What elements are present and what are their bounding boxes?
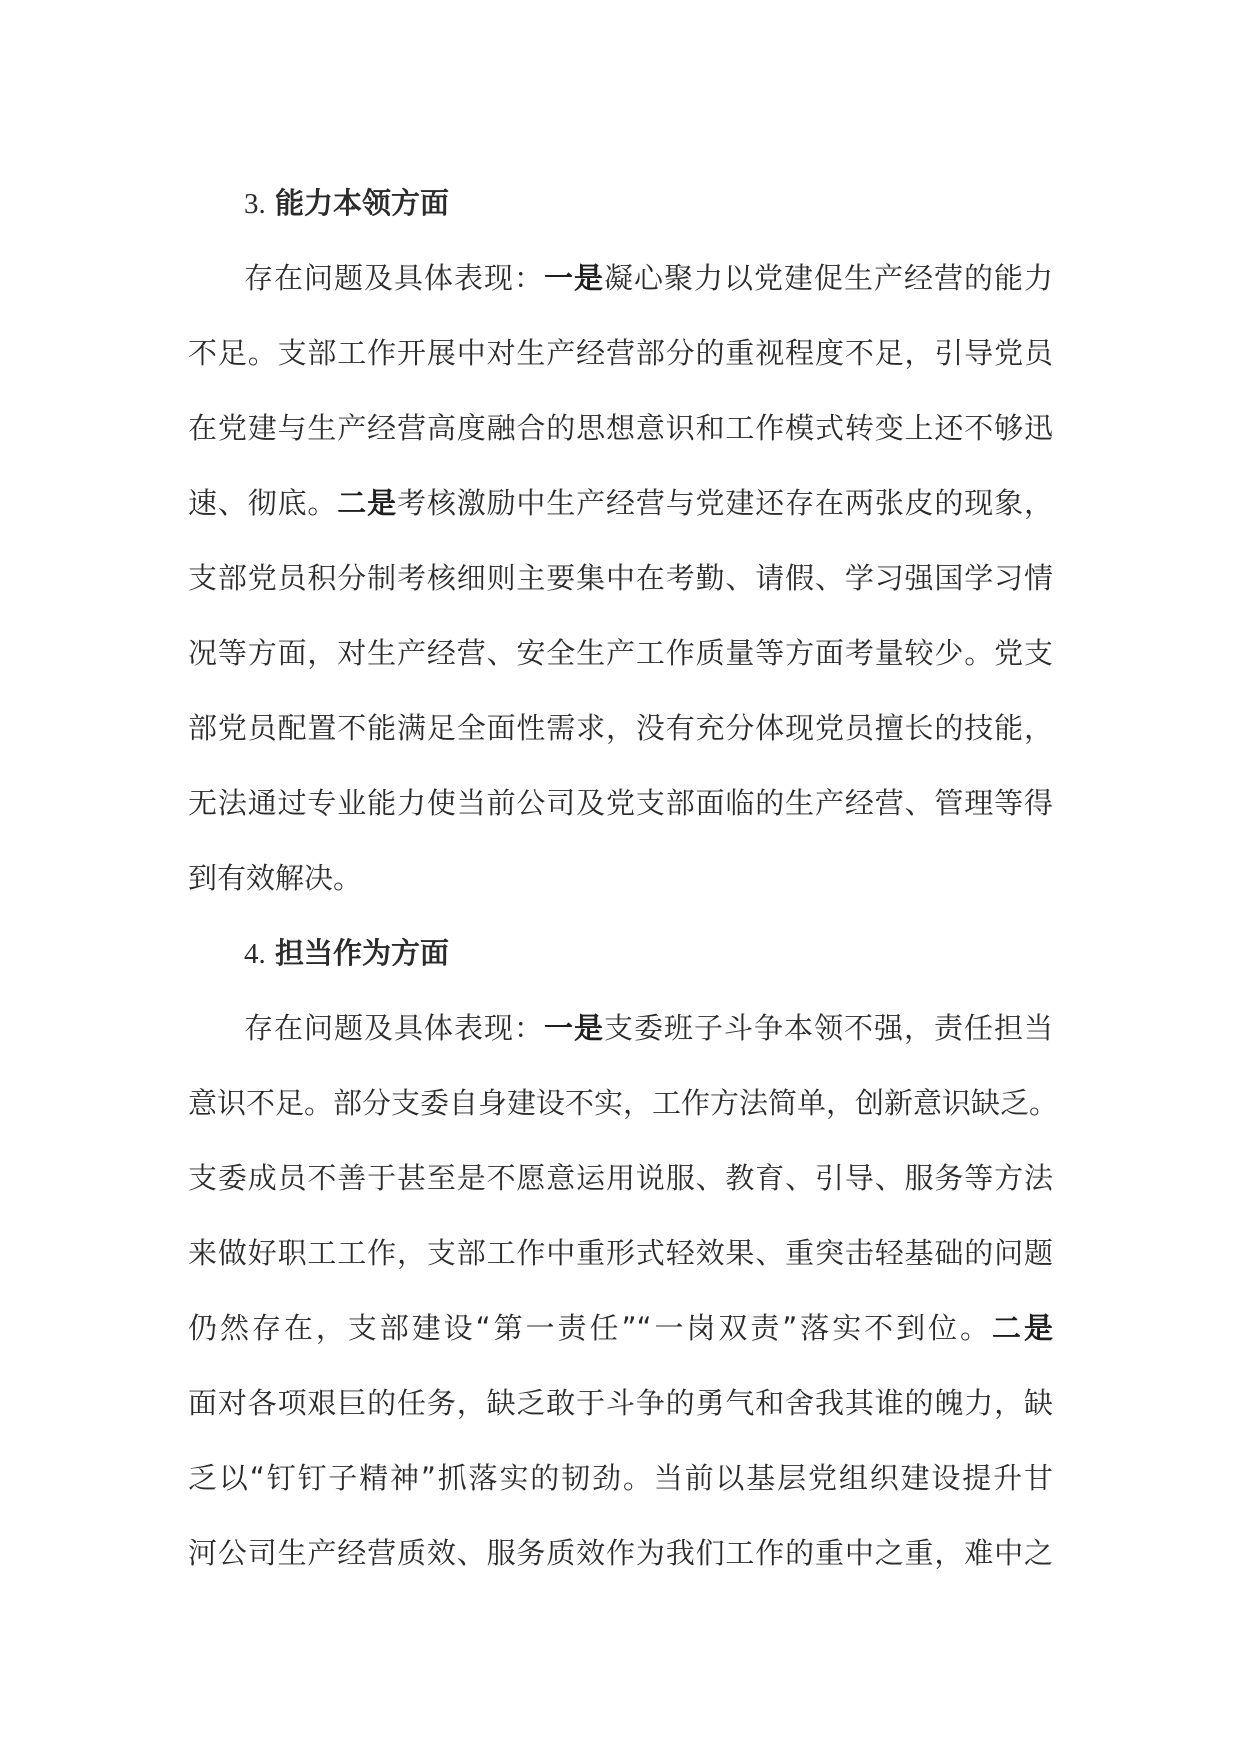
emphasis-text: 二是 — [337, 486, 397, 520]
body-text: 在党建与生产经营高度融合的思想意识和工作模式转变上还不够迅 — [188, 411, 1053, 445]
paragraph-line — [188, 391, 1053, 466]
body-text: 支委成员不善于甚至是不愿意运用说服、教育、引导、服务等方法 — [188, 1161, 1053, 1195]
body-text: 凝心聚力以党建促生产经营的能力 — [603, 261, 1053, 295]
section-heading — [188, 166, 1053, 241]
paragraph-line — [188, 1291, 1053, 1366]
paragraph-line — [188, 1516, 1053, 1591]
body-text: 来做好职工工作，支部工作中重形式轻效果、重突击轻基础的问题 — [188, 1236, 1053, 1270]
paragraph-line — [188, 1441, 1053, 1516]
body-text: 面对各项艰巨的任务，缺乏敢于斗争的勇气和舍我其谁的魄力，缺 — [188, 1386, 1053, 1420]
paragraph-line — [188, 316, 1053, 391]
paragraph-line — [188, 1366, 1053, 1441]
paragraph-line — [188, 766, 1053, 841]
paragraph-line — [188, 241, 1053, 316]
section-number: 3. — [244, 188, 266, 220]
emphasis-text: 二是 — [992, 1311, 1053, 1345]
body-text: 部党员配置不能满足全面性需求，没有充分体现党员擅长的技能， — [188, 711, 1053, 745]
body-text: 况等方面，对生产经营、安全生产工作质量等方面考量较少。党支 — [188, 636, 1053, 670]
body-text: 存在问题及具体表现： — [244, 1011, 544, 1045]
body-text: 意识不足。部分支委自身建设不实，工作方法简单，创新意识缺乏。 — [188, 1086, 1059, 1120]
paragraph-line — [188, 991, 1053, 1066]
body-text: 支委班子斗争本领不强，责任担当 — [603, 1011, 1053, 1045]
emphasis-text: 一是 — [543, 261, 604, 295]
body-text: 速、彻底。 — [188, 486, 338, 520]
body-text: 考核激励中生产经营与党建还存在两张皮的现象， — [397, 486, 1053, 520]
paragraph-line — [188, 1141, 1053, 1216]
paragraph-line — [188, 466, 1053, 541]
body-text: 到有效解决。 — [188, 861, 363, 895]
emphasis-text: 一是 — [543, 1011, 604, 1045]
section-number: 4. — [244, 938, 266, 970]
section-title: 担当作为方面 — [274, 936, 449, 970]
body-text: 支部党员积分制考核细则主要集中在考勤、请假、学习强国学习情 — [188, 561, 1053, 595]
section-title: 能力本领方面 — [274, 186, 449, 220]
paragraph-line — [188, 541, 1053, 616]
paragraph-line — [188, 1216, 1053, 1291]
body-text: 不足。支部工作开展中对生产经营部分的重视程度不足，引导党员 — [188, 336, 1053, 370]
document-body — [188, 166, 1059, 1591]
paragraph-line — [188, 841, 1053, 916]
body-text: 河公司生产经营质效、服务质效作为我们工作的重中之重，难中之 — [188, 1536, 1053, 1570]
paragraph-line — [188, 691, 1053, 766]
paragraph-line — [188, 1066, 1059, 1141]
body-text: 乏以“钉钉子精神”抓落实的韧劲。当前以基层党组织建设提升甘 — [188, 1461, 1053, 1495]
body-text: 无法通过专业能力使当前公司及党支部面临的生产经营、管理等得 — [188, 786, 1053, 820]
section-heading — [188, 916, 1053, 991]
body-text: 存在问题及具体表现： — [244, 261, 544, 295]
body-text: 仍然存在，支部建设“第一责任”“一岗双责”落实不到位。 — [188, 1311, 993, 1345]
paragraph-line — [188, 616, 1053, 691]
